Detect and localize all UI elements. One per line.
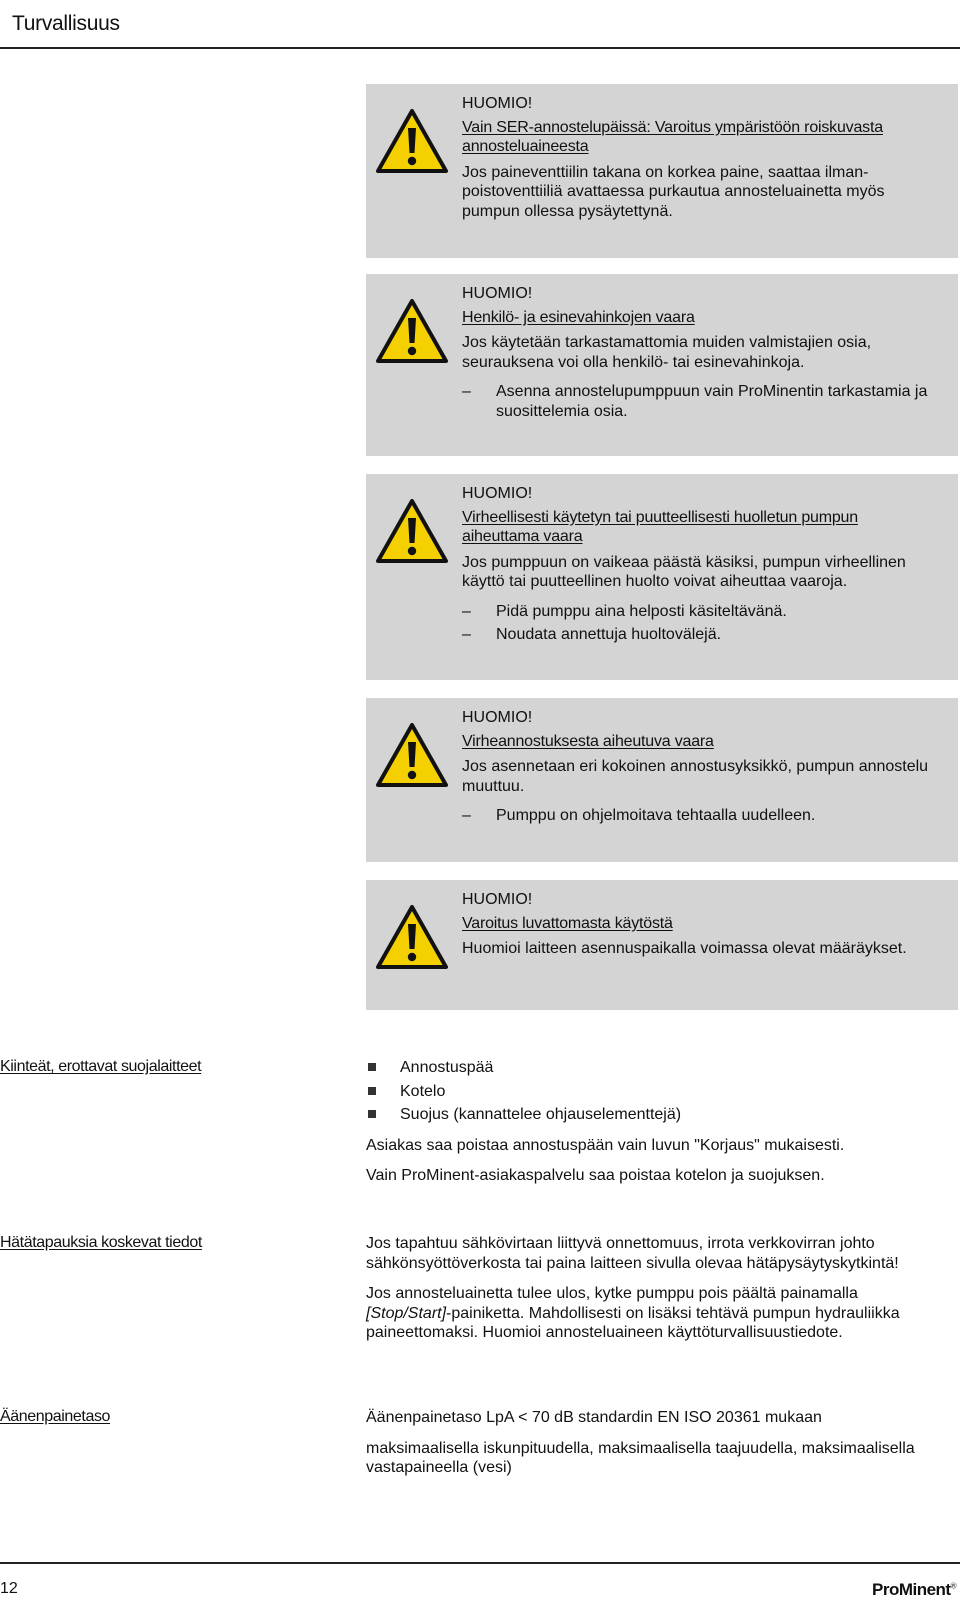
- warning-signal-word: HUOMIO!: [462, 285, 533, 302]
- square-bullet-icon: [368, 1063, 376, 1071]
- brand-logo: [872, 1580, 956, 1600]
- warning-triangle-icon: [376, 108, 448, 174]
- square-bullet-icon: [368, 1087, 376, 1095]
- warning-action-text: Noudata annettuja huoltovälejä.: [496, 626, 722, 643]
- warning-action-item: [462, 625, 936, 645]
- square-bullet-icon: [368, 1110, 376, 1118]
- footer-rule: [0, 1562, 960, 1564]
- warning-body: Jos käytetään tarkastamattomia muiden valmistajien osia, seurauksena voi olla henkilö- tai esinevahinkoja.: [462, 334, 872, 371]
- paragraph: Jos tapahtuu sähkövirtaan liittyvä onnettomuus, irrota verkkovirran johto sähkönsyöttöverkosta tai paina laitteen sivulla olevaa hätäpysäytyskytkintä!: [366, 1235, 899, 1272]
- warning-action-text: Pumppu on ohjelmoitava tehtaalla uudelleen.: [496, 807, 816, 824]
- warning-action-text: Asenna annostelupumppuun vain ProMinentin tarkastamia ja suosittelemia osia.: [496, 383, 928, 420]
- warning-triangle-icon: [376, 904, 448, 970]
- paragraph: Äänenpainetaso LpA < 70 dB standardin EN ISO 20361 mukaan: [366, 1409, 822, 1426]
- warning-box-2: [366, 274, 958, 456]
- paragraph: Asiakas saa poistaa annostuspään vain luvun "Korjaus" mukaisesti.: [366, 1136, 845, 1154]
- section-body-noise: [366, 1408, 956, 1489]
- warning-title: Virheellisesti käytetyn tai puutteellisesti huolletun pumpun aiheuttama vaara: [462, 508, 858, 545]
- section-body-guards: [366, 1058, 956, 1197]
- dash-bullet: –: [462, 807, 471, 824]
- warning-signal-word: HUOMIO!: [462, 709, 533, 726]
- brand-name: ProMinent: [871, 1580, 951, 1599]
- dash-bullet: –: [462, 602, 471, 620]
- page-number: 12: [0, 1580, 18, 1597]
- list-item-text: Annostuspää: [400, 1059, 494, 1076]
- warning-body: Jos asennetaan eri kokoinen annostusyksikkö, pumpun annostelu muuttuu.: [462, 758, 929, 795]
- warning-title: Henkilö- ja esinevahinkojen vaara: [462, 308, 695, 326]
- registered-mark: ®: [950, 1581, 956, 1591]
- list-item: [366, 1105, 956, 1125]
- warning-triangle-icon: [376, 498, 448, 564]
- dash-bullet: –: [462, 383, 471, 400]
- warning-action-item: [462, 806, 936, 826]
- warning-title: Varoitus luvattomasta käytöstä: [462, 914, 673, 932]
- section-label-noise: Äänenpainetaso: [0, 1408, 111, 1425]
- warning-signal-word: HUOMIO!: [462, 891, 533, 908]
- dash-bullet: –: [462, 626, 471, 643]
- warning-triangle-icon: [376, 722, 448, 788]
- paragraph-text: Jos annosteluainetta tulee ulos, kytke pumppu pois päältä painamalla: [366, 1285, 858, 1302]
- header-rule: [0, 47, 960, 49]
- key-name: [Stop/Start]: [366, 1304, 447, 1322]
- warning-triangle-icon: [376, 298, 448, 364]
- paragraph: [366, 1284, 956, 1343]
- warning-box-1: [366, 84, 958, 258]
- warning-title: Vain SER-annostelupäissä: Varoitus ympäristöön roiskuvasta annosteluaineesta: [462, 118, 883, 155]
- warning-box-4: [366, 698, 958, 862]
- paragraph: maksimaalisella iskunpituudella, maksimaalisella taajuudella, maksimaalisella vastapaineella (vesi): [366, 1439, 915, 1476]
- warning-body: Huomioi laitteen asennuspaikalla voimassa olevat määräykset.: [462, 940, 907, 957]
- warning-signal-word: HUOMIO!: [462, 95, 533, 112]
- section-label-guards: Kiinteät, erottavat suojalaitteet: [0, 1058, 202, 1075]
- page-title: Turvallisuus: [12, 12, 120, 35]
- paragraph-text: -painiketta. Mahdollisesti on lisäksi tehtävä pumpun hydrauliikka paineettomaksi. Huomioi annosteluaineen käyttöturvallisuustiedote.: [366, 1304, 900, 1341]
- warning-box-5: [366, 880, 958, 1010]
- list-item: [366, 1058, 956, 1078]
- section-body-emergency: [366, 1234, 956, 1354]
- list-item: [366, 1082, 956, 1102]
- warning-action-item: [462, 382, 936, 421]
- warning-body: Jos paineventtiilin takana on korkea paine, saattaa ilmanpoistoventtiiliä avattaessa purkautua annosteluainetta myös pumpun ollessa pysäytettynä.: [462, 163, 885, 220]
- warning-box-3: [366, 474, 958, 680]
- list-item-text: Suojus (kannattelee ohjauselementtejä): [400, 1106, 682, 1123]
- list-item-text: Kotelo: [400, 1082, 446, 1100]
- section-label-emergency: Hätätapauksia koskevat tiedot: [0, 1234, 202, 1251]
- paragraph: Vain ProMinent-asiakaspalvelu saa poistaa kotelon ja suojuksen.: [366, 1167, 825, 1184]
- warning-action-item: [462, 602, 936, 622]
- warning-action-text: Pidä pumppu aina helposti käsiteltävänä.: [496, 602, 787, 620]
- warning-title: Virheannostuksesta aiheutuva vaara: [462, 732, 714, 750]
- warning-signal-word: HUOMIO!: [462, 485, 533, 502]
- warning-body: Jos pumppuun on vaikeaa päästä käsiksi, pumpun virheellinen käyttö tai puutteellinen huolto voivat aiheuttaa vaaroja.: [462, 553, 906, 590]
